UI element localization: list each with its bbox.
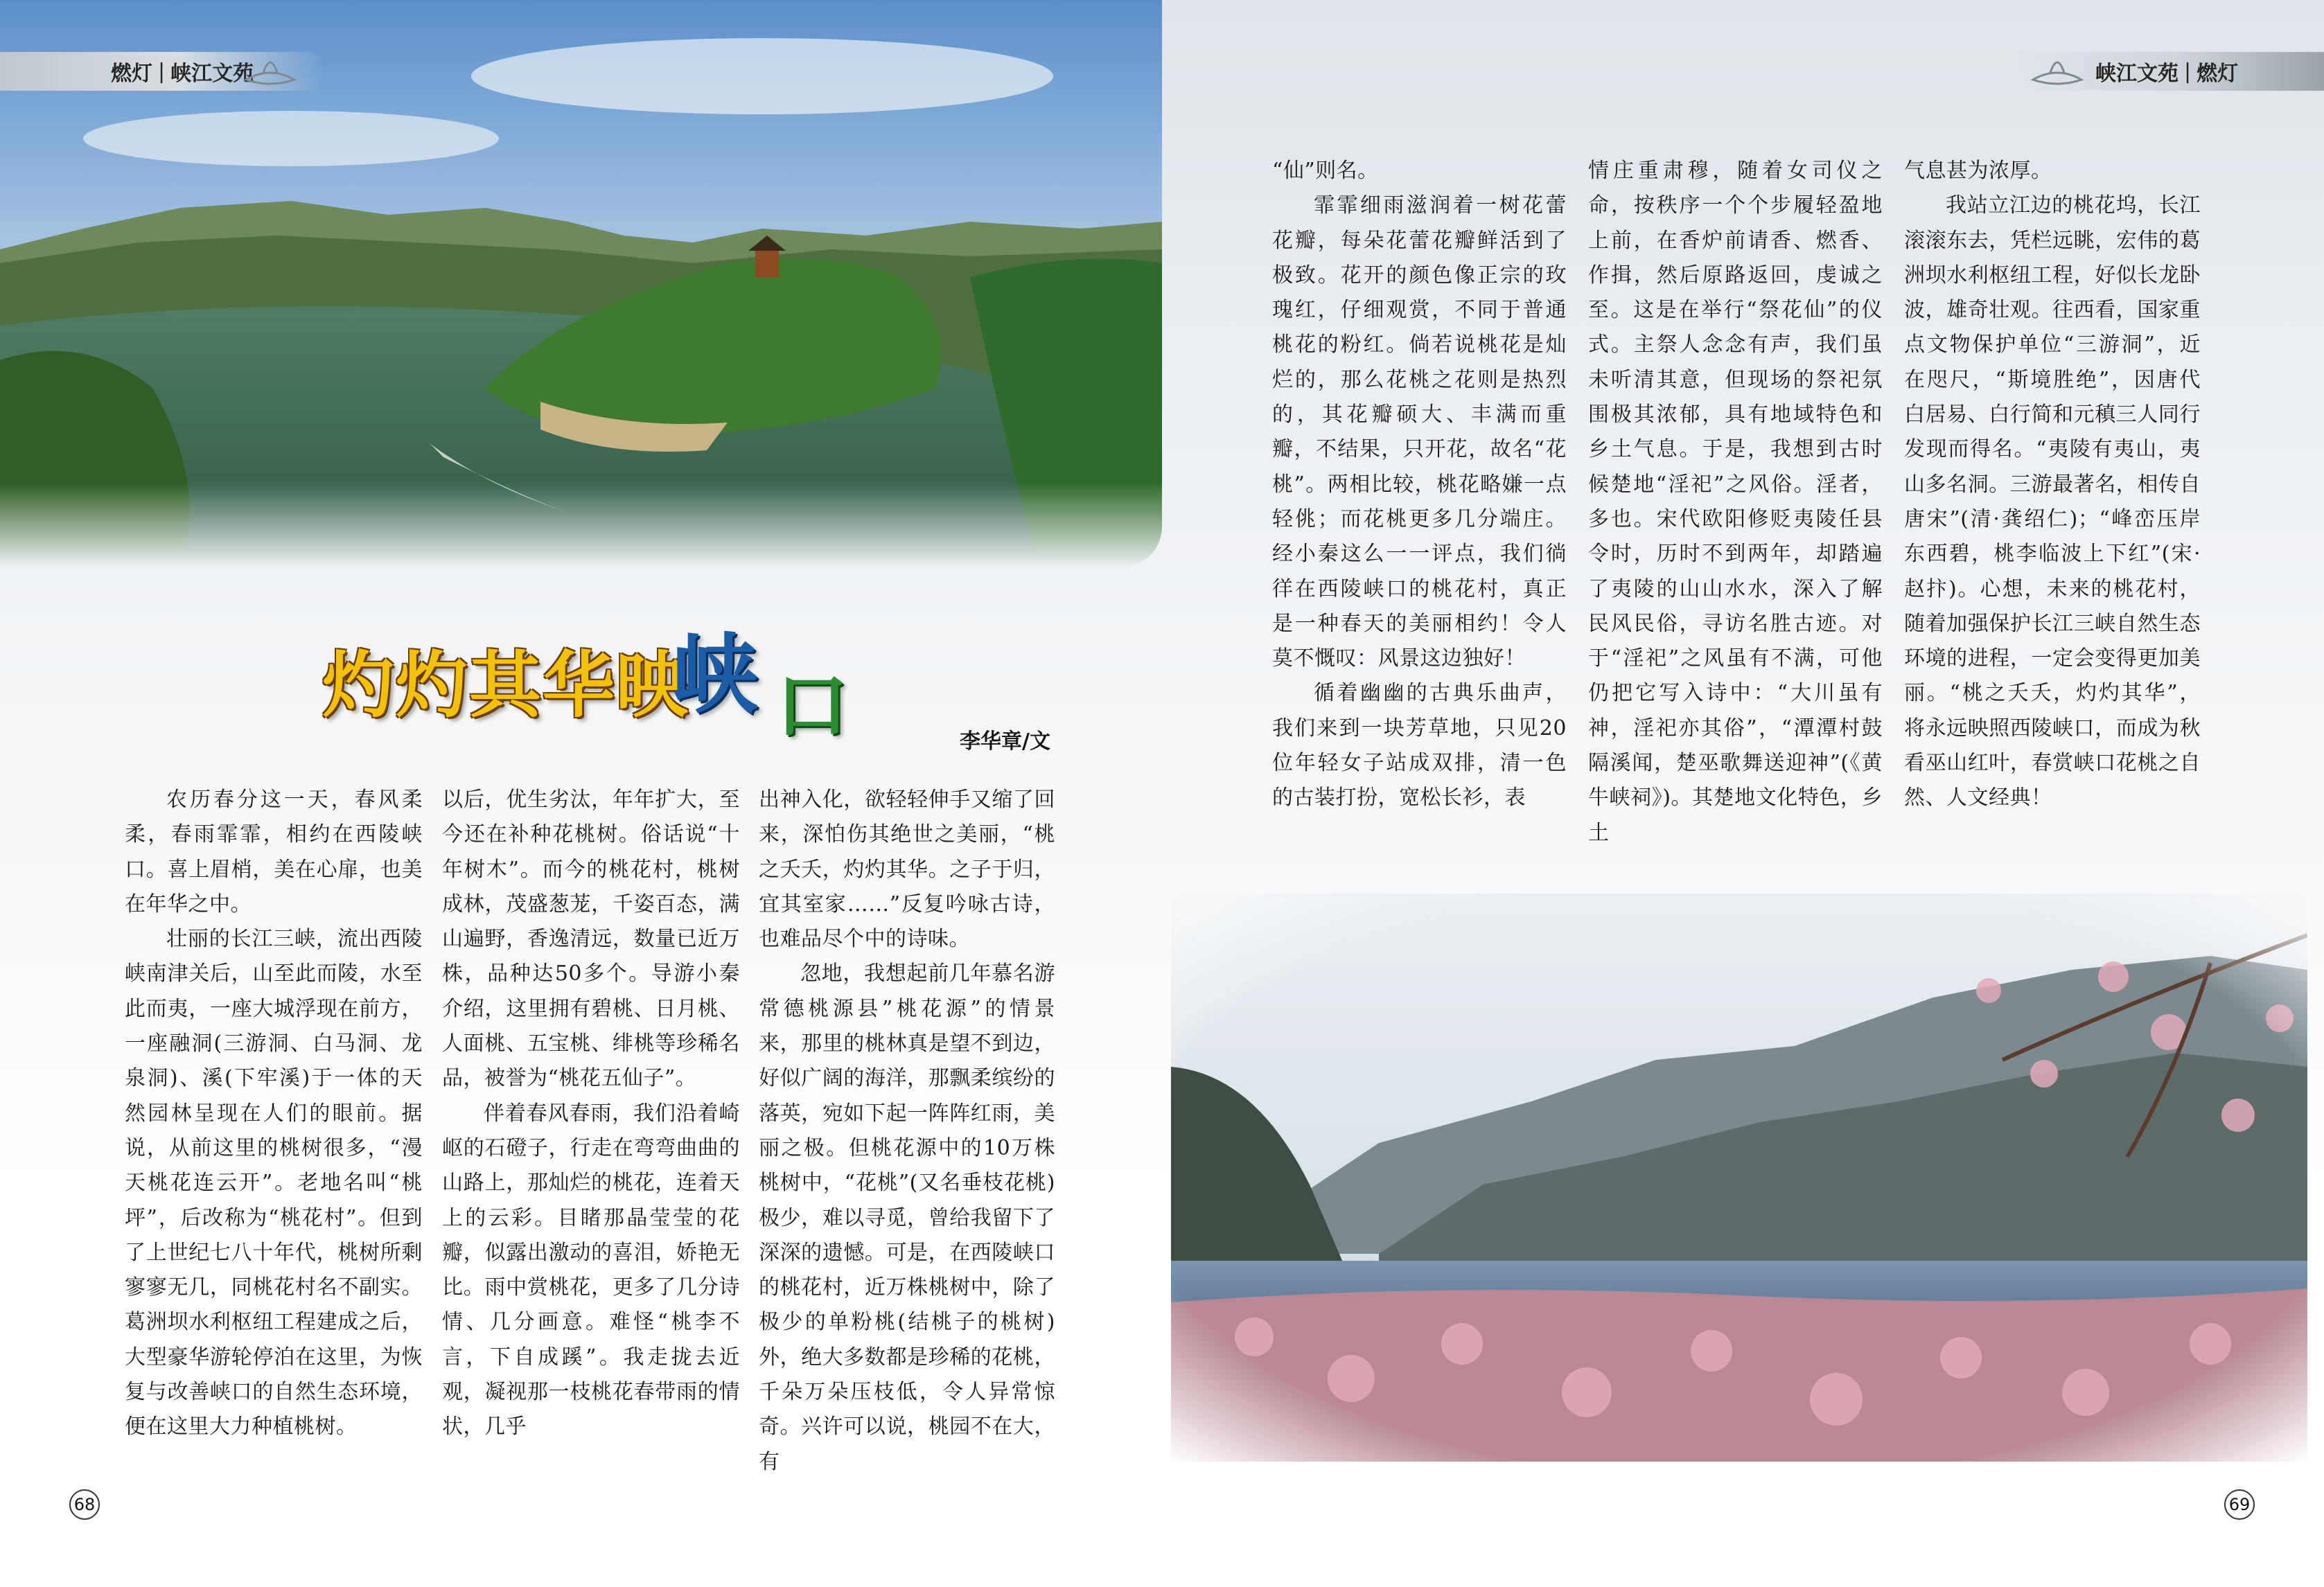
page-number: 69 (2224, 1489, 2255, 1520)
article-title (322, 620, 877, 748)
text-column-5 (1588, 154, 1883, 851)
section-header-tab (0, 52, 326, 91)
paragraph: 气息甚为浓厚。 (1904, 159, 2052, 183)
header-section-name: 燃灯 (2197, 62, 2239, 86)
paragraph: 情庄重肃穆，随着女司仪之命，按秩序一个个步履轻盈地上前，在香炉前请香、燃香、作揖，然后原路返回，虔诚之至。这是在举行“祭花仙”的仪式。主祭人念念有声，我们虽未听清其意，但现场的祭祀氛围极其浓郁，具有地域特色和乡土气息。于是，我想到古时候楚地“淫祀”之风俗。淫者，多也。宋代欧阳修贬夷陵任县令时，历时不到两年，却踏遍了夷陵的山山水水，深入了解民风民俗，寻访名胜古迹。对于“淫祀”之风虽有不满，可他仍把它写入诗中：“大川虽有神，淫祀亦其俗”，“潭潭村鼓隔溪闻，楚巫歌舞送迎神”(《黄牛峡祠》)。其楚地文化特色，乡土 (1588, 159, 1883, 845)
paragraph: 循着幽幽的古典乐曲声，我们来到一块芳草地，只见20位年轻女子站成双排，清一色的古装打扮，宽松长衫，表 (1272, 681, 1567, 810)
title-main: 灼灼其华映 (322, 643, 690, 727)
page-number: 68 (69, 1489, 100, 1520)
paragraph: 我站立江边的桃花坞，长江滚滚东去，凭栏远眺，宏伟的葛洲坝水利枢纽工程，好似长龙卧波，雄奇壮观。往西看，国家重点文物保护单位“三游洞”，近在咫尺，“斯境胜绝”，因唐代白居易、白行简和元稹三人同行发现而得名。“夷陵有夷山，夷山多名洞。三游最著名，相传自唐宋”(清·龚绍仁)；“峰峦压岸东西碧，桃李临波上下红”(宋·赵抃)。心想，未来的桃花村，随着加强保护长江三峡自然生态环境的进程，一定会变得更加美丽。“桃之夭夭，灼灼其华”，将永远映照西陵峡口，而成为秋看巫山红叶，春赏峡口花桃之自然、人文经典！ (1904, 193, 2201, 810)
text-column-1 (125, 783, 423, 1445)
header-separator: | (2184, 59, 2192, 84)
paragraph: “仙”则名。 (1272, 159, 1379, 183)
header-column-name: 峡江文苑 (2095, 62, 2178, 86)
title-accent-kou: 口 (776, 664, 849, 748)
paragraph: 农历春分这一天，春风柔柔，春雨霏霏，相约在西陵峡口。喜上眉梢，美在心扉，也美在年华之中。 (125, 788, 423, 916)
text-column-4 (1272, 154, 1567, 816)
paragraph: 出神入化，欲轻轻伸手又缩了回来，深怕伤其绝世之美丽，“桃之夭夭，灼灼其华。之子于归，宜其室家……”反复吟咏古诗，也难品尽个中的诗味。 (759, 788, 1055, 952)
lotus-logo-icon (239, 45, 301, 94)
section-header-tab (2005, 52, 2324, 91)
title-accent-xia: 峡 (672, 626, 759, 725)
paragraph: 壮丽的长江三峡，流出西陵峡南津关后，山至此而陵，水至此而夷，一座大城浮现在前方，一座融洞(三游洞、白马洞、龙泉洞)、溪(下牢溪)于一体的天然园林呈现在人们的眼前。据说，从前这里的桃树很多，“漫天桃花连云开”。老地名叫“桃坪”，后改称为“桃花村”。但到了上世纪七八十年代，桃树所剩寥寥无几，同桃花村名不副实。葛洲坝水利枢纽工程建成之后，大型豪华游轮停泊在这里，为恢复与改善峡口的自然生态环境，便在这里大力种植桃树。 (125, 927, 423, 1439)
paragraph: 以后，优生劣汰，年年扩大，至今还在补种花桃树。俗话说“十年树木”。而今的桃花村，桃树成林，茂盛葱茏，千姿百态，满山遍野，香逸清远，数量已近万株，品种达50多个。导游小秦介绍，这里拥有碧桃、日月桃、人面桃、五宝桃、绯桃等珍稀名品，被誉为“桃花五仙子”。 (442, 788, 740, 1091)
header-section-name: 燃灯 (111, 62, 152, 86)
header-column-name: 峡江文苑 (170, 62, 254, 86)
text-column-6 (1904, 154, 2201, 816)
paragraph: 伴着春风春雨，我们沿着崎岖的石磴子，行走在弯弯曲曲的山路上，那灿烂的桃花，连着天上的云彩。目睹那晶莹莹的花瓣，似露出激动的喜泪，娇艳无比。雨中赏桃花，更多了几分诗情、几分画意。难怪“桃李不言，下自成蹊”。我走拢去近观，凝视那一枝桃花春带雨的情状，几乎 (442, 1101, 740, 1439)
header-separator: | (158, 59, 166, 84)
author-byline: 李华章/文 (960, 729, 1050, 754)
paragraph: 霏霏细雨滋润着一树花蕾花瓣，每朵花蕾花瓣鲜活到了极致。花开的颜色像正宗的玫瑰红，仔细观赏，不同于普通桃花的粉红。倘若说桃花是灿烂的，那么花桃之花则是热烈的，其花瓣硕大、丰满而重瓣，不结果，只开花，故名“花桃”。两相比较，桃花略嫌一点轻佻；而花桃更多几分端庄。经小秦这么一一评点，我们徜徉在西陵峡口的桃花村，真正是一种春天的美丽相约！令人莫不慨叹：风景这边独好！ (1272, 193, 1567, 671)
paragraph: 忽地，我想起前几年慕名游常德桃源县”桃花源”的情景来，那里的桃林真是望不到边，好似广阔的海洋，那飘柔缤纷的落英，宛如下起一阵阵红雨，美丽之极。但桃花源中的10万株桃树中，“花桃”(又名垂枝花桃)极少，难以寻觅，曾给我留下了深深的遗憾。可是，在西陵峡口的桃花村，近万株桃树中，除了极少的单粉桃(结桃子的桃树)外，绝大多数都是珍稀的花桃，千朵万朵压枝低，令人异常惊奇。兴许可以说，桃园不在大，有 (759, 961, 1055, 1474)
peach-blossom-photo (1171, 894, 2307, 1462)
lotus-logo-icon (2026, 45, 2088, 94)
text-column-3 (759, 783, 1055, 1480)
text-column-2 (442, 783, 740, 1445)
